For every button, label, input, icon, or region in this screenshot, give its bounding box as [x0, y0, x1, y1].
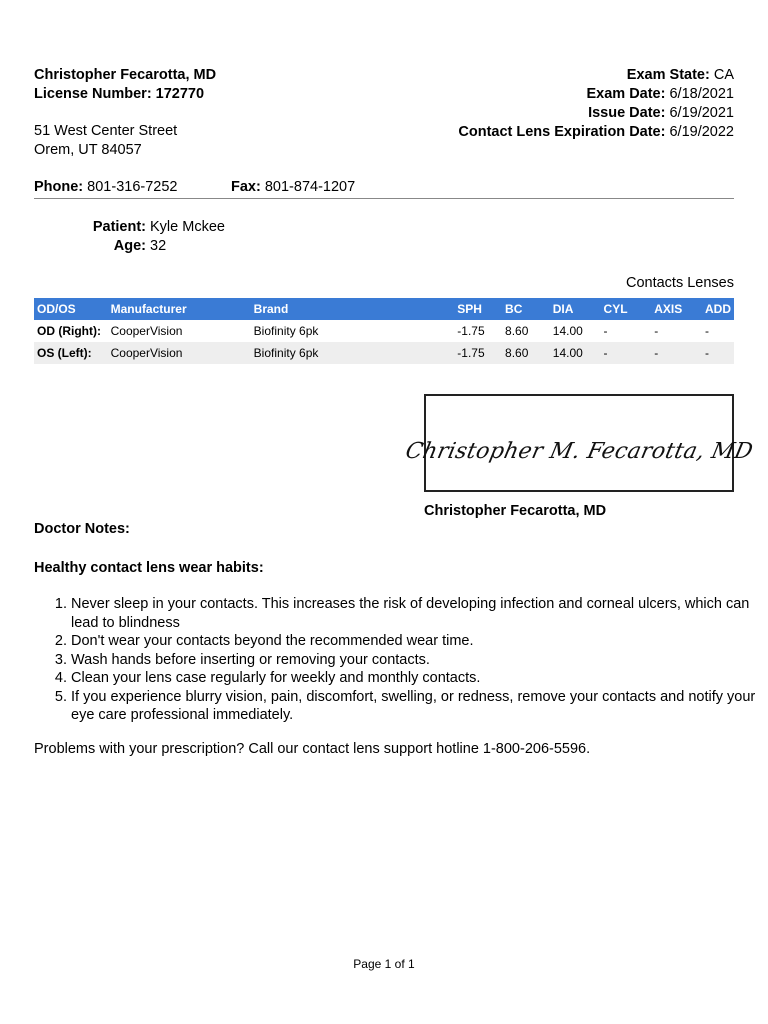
patient-age: 32	[150, 238, 167, 254]
table-title: Contacts Lenses	[625, 275, 734, 291]
page-number: Page 1 of 1	[353, 957, 415, 971]
col-sph: SPH	[454, 298, 502, 320]
doctor-name: Christopher Fecarotta, MD	[34, 67, 217, 83]
table-row	[34, 320, 734, 342]
exam-state-row	[458, 66, 734, 85]
cell-manufacturer: CooperVision	[110, 324, 183, 338]
col-add: ADD	[702, 298, 734, 320]
cell-cyl: -	[601, 342, 652, 364]
exam-state-value: CA	[713, 67, 734, 83]
expiration-label: Contact Lens Expiration Date:	[458, 124, 666, 140]
col-brand: Brand	[251, 298, 455, 320]
phone	[34, 179, 177, 195]
expiration-row	[458, 123, 734, 142]
patient-info	[34, 218, 225, 256]
table-header-row	[34, 298, 734, 320]
issue-date-value: 6/19/2021	[669, 105, 734, 121]
issue-date-row	[458, 104, 734, 123]
habits-list	[34, 595, 761, 725]
cell-eye: OS (Left):	[34, 342, 108, 364]
cell-axis: -	[654, 324, 659, 338]
patient-name-row	[34, 218, 225, 237]
cell-bc: 8.60	[502, 342, 550, 364]
cell-add: -	[705, 324, 709, 338]
list-item: 3. Wash hands before inserting or removing your contacts.	[71, 651, 761, 670]
cell-bc: 8.60	[505, 324, 529, 338]
doctor-header	[34, 66, 216, 104]
col-bc: BC	[502, 298, 550, 320]
fax-label: Fax:	[231, 179, 261, 195]
age-label: Age:	[113, 238, 146, 254]
patient-label: Patient:	[92, 219, 146, 235]
cell-eye: OD (Right):	[37, 324, 101, 338]
patient-name: Kyle Mckee	[150, 219, 225, 235]
phone-value: 801-316-7252	[87, 179, 178, 195]
prescription-table	[34, 298, 734, 364]
cell-axis: -	[651, 342, 702, 364]
fax	[231, 178, 355, 197]
list-item: 2. Don't wear your contacts beyond the recommended wear time.	[71, 632, 761, 651]
issue-date-label: Issue Date:	[588, 105, 666, 121]
address-line-1: 51 West Center Street	[34, 123, 178, 139]
col-axis: AXIS	[651, 298, 702, 320]
license-number: License Number: 172770	[34, 86, 205, 102]
col-cyl: CYL	[601, 298, 652, 320]
exam-date-value: 6/18/2021	[669, 86, 734, 102]
header-divider	[34, 198, 734, 199]
cell-add: -	[702, 342, 734, 364]
fax-value: 801-874-1207	[264, 179, 356, 195]
cell-sph: -1.75	[457, 324, 485, 338]
cell-manufacturer: CooperVision	[108, 342, 251, 364]
exam-date-row	[458, 85, 734, 104]
expiration-value: 6/19/2022	[669, 124, 734, 140]
cell-dia: 14.00	[552, 324, 583, 338]
patient-age-row	[34, 237, 225, 256]
phone-label: Phone:	[34, 179, 84, 195]
cell-dia: 14.00	[550, 342, 601, 364]
col-odos: OD/OS	[34, 298, 108, 320]
signature-script: Christopher M. Fecarotta, MD	[403, 438, 756, 464]
habits-heading: Healthy contact lens wear habits:	[34, 560, 264, 576]
signature-printed-name: Christopher Fecarotta, MD	[424, 503, 607, 519]
cell-sph: -1.75	[454, 342, 502, 364]
exam-date-label: Exam Date:	[586, 86, 666, 102]
doctor-notes-heading: Doctor Notes:	[34, 521, 130, 537]
table-row	[34, 342, 734, 364]
address-line-2: Orem, UT 84057	[34, 142, 142, 158]
contact-row	[34, 178, 356, 197]
col-manufacturer: Manufacturer	[108, 298, 251, 320]
list-item: 5. If you experience blurry vision, pain, discomfort, swelling, or redness, remove your contacts and notify your eye care professional immediately.	[71, 688, 761, 725]
exam-state-label: Exam State:	[626, 67, 710, 83]
col-dia: DIA	[550, 298, 601, 320]
doctor-address	[34, 122, 177, 160]
cell-cyl: -	[603, 324, 608, 338]
signature-box	[403, 394, 756, 492]
list-item: 4. Clean your lens case regularly for weekly and monthly contacts.	[71, 669, 761, 688]
exam-info	[458, 66, 734, 142]
cell-brand: Biofinity 6pk	[251, 342, 455, 364]
list-item: 1. Never sleep in your contacts. This increases the risk of developing infection and corneal ulcers, which can lead to blindness	[71, 595, 761, 632]
signature-image	[403, 396, 756, 490]
support-hotline: Problems with your prescription? Call our contact lens support hotline 1-800-206-5596.	[34, 741, 591, 757]
cell-brand: Biofinity 6pk	[253, 324, 319, 338]
